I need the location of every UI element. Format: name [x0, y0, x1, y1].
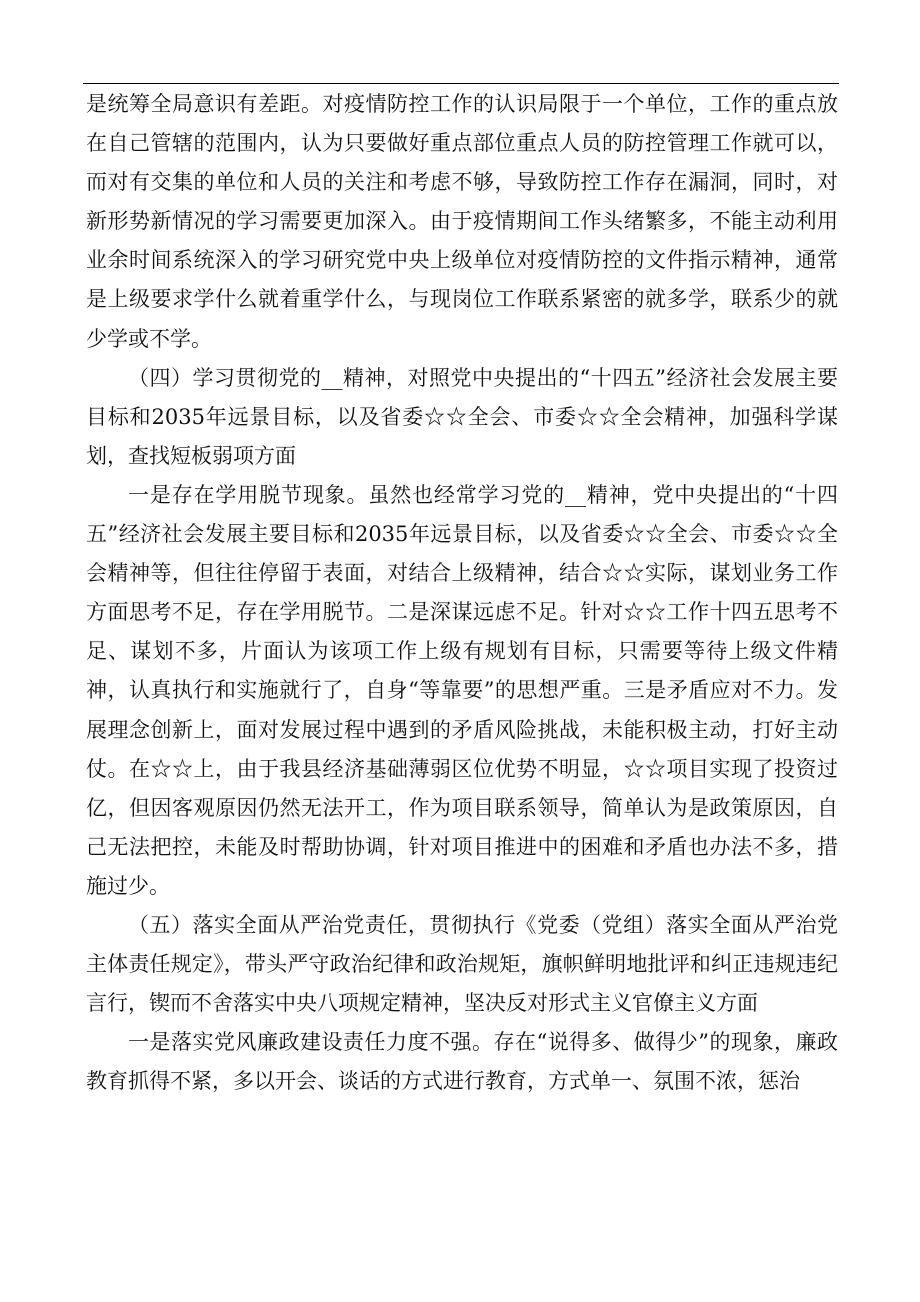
section-heading-four: （四）学习贯彻党的__精神，对照党中央提出的“十四五”经济社会发展主要目标和2035年远景目标，以及省委☆☆全会、市委☆☆全会精神，加强科学谋划，查找短板弱项方面 — [86, 365, 838, 468]
document-body — [86, 85, 838, 1101]
paragraph-continuation: 是统筹全局意识有差距。对疫情防控工作的认识局限于一个单位，工作的重点放在自己管辖的范围内，认为只要做好重点部位重点人员的防控管理工作就可以，而对有交集的单位和人员的关注和考虑不够，导致防控工作存在漏洞，同时，对新形势新情况的学习需要更加深入。由于疫情期间工作头绪繁多，不能主动利用业余时间系统深入的学习研究党中央上级单位对疫情防控的文件指示精神，通常是上级要求学什么就着重学什么，与现岗位工作联系紧密的就多学，联系少的就少学或不学。 — [86, 92, 838, 351]
paragraph-section-five-body: 一是落实党风廉政建设责任力度不强。存在“说得多、做得少”的现象，廉政教育抓得不紧，多以开会、谈话的方式进行教育，方式单一、氛围不浓，惩治 — [86, 1030, 838, 1094]
header-rule — [83, 83, 839, 84]
paragraph-section-four-body: 一是存在学用脱节现象。虽然也经常学习党的__精神，党中央提出的“十四五”经济社会发展主要目标和2035年远景目标，以及省委☆☆全会、市委☆☆全会精神等，但往往停留于表面，对结合上级精神，结合☆☆实际，谋划业务工作方面思考不足，存在学用脱节。二是深谋远虑不足。针对☆☆工作十四五思考不足、谋划不多，片面认为该项工作上级有规划有目标，只需要等待上级文件精神，认真执行和实施就行了，自身“等靠要”的思想严重。三是矛盾应对不力。发展理念创新上，面对发展过程中遇到的矛盾风险挑战，未能积极主动，打好主动仗。在☆☆上，由于我县经济基础薄弱区位优势不明显，☆☆项目实现了投资过亿，但因客观原因仍然无法开工，作为项目联系领导，简单认为是政策原因，自己无法把控，未能及时帮助协调，针对项目推进中的困难和矛盾也办法不多，措施过少。 — [86, 482, 838, 898]
section-heading-five: （五）落实全面从严治党责任，贯彻执行《党委（党组）落实全面从严治党主体责任规定》，带头严守政治纪律和政治规矩，旗帜鲜明地批评和纠正违规违纪言行，锲而不舍落实中央八项规定精神，坚决反对形式主义官僚主义方面 — [86, 912, 838, 1016]
